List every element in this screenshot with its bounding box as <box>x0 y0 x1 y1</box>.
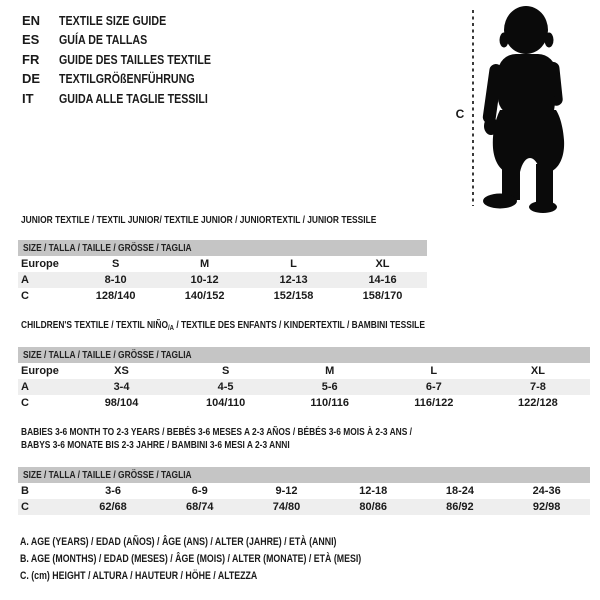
age-cell: 14-16 <box>338 272 427 288</box>
age-cell: 12-18 <box>359 485 388 497</box>
junior-textile-section <box>18 214 427 304</box>
footnote-a: A. AGE (YEARS) / EDAD (AÑOS) / ÂGE (ANS) / ALTER (JAHRE) / ETÀ (ANNI) <box>20 536 337 548</box>
height-cell: 74/80 <box>243 499 330 515</box>
language-code: DE <box>22 71 41 87</box>
height-cell: 86/92 <box>417 499 504 515</box>
childrens-size-table <box>18 363 590 411</box>
age-cell: 24-36 <box>532 485 561 497</box>
silhouette-foot-right <box>529 201 557 213</box>
row-label: C <box>18 499 70 515</box>
height-cell: 98/104 <box>104 397 139 409</box>
silhouette-ear-right <box>545 33 554 48</box>
table-row-age-months <box>18 483 590 499</box>
age-cell: 18-24 <box>445 485 474 497</box>
size-cell: S <box>221 365 230 377</box>
silhouette-shorts <box>493 110 564 172</box>
language-title: TEXTILGRÖßENFÜHRUNG <box>59 71 195 87</box>
babies-size-table <box>18 483 590 515</box>
row-label: C <box>21 397 29 409</box>
size-cell: M <box>325 365 335 377</box>
size-cell: L <box>430 365 438 377</box>
age-cell: 6-7 <box>382 379 486 395</box>
age-cell: 5-6 <box>278 379 382 395</box>
language-code: EN <box>22 13 41 28</box>
silhouette-ear-left <box>500 33 509 48</box>
junior-size-table <box>18 256 427 304</box>
row-label: Europe <box>21 365 59 377</box>
height-cell: 128/140 <box>95 290 136 302</box>
language-code: FR <box>22 51 40 67</box>
height-cell: 158/170 <box>362 290 403 302</box>
babies-table-title: BABIES 3-6 MONTH TO 2-3 YEARS / BEBÉS 3-6 MESES A 2-3 AÑOS / BÉBÉS 3-6 MOIS À 2-3 ANS / BABYS 3-6 MONATE BIS 2-3 JAHRE / BAMBINI 3-6 MESI A 2-3 ANNI <box>21 426 413 451</box>
silhouette-head <box>504 6 548 54</box>
height-cell: 110/116 <box>310 397 349 409</box>
size-cell: XS <box>114 365 129 377</box>
size-cell: S <box>111 258 120 270</box>
height-cell: 104/110 <box>206 397 246 409</box>
language-title: GUIDE DES TAILLES TEXTILE <box>59 51 212 67</box>
table-row-europe <box>18 363 590 379</box>
table-row-europe <box>18 256 427 272</box>
language-row-it <box>22 89 244 108</box>
age-cell: 9-12 <box>275 485 298 497</box>
silhouette-leg-right <box>536 164 553 206</box>
language-row-fr <box>22 50 244 69</box>
language-title: GUIDA ALLE TAGLIE TESSILI <box>59 90 208 106</box>
size-cell: XL <box>375 258 390 270</box>
height-cell: 80/86 <box>330 499 417 515</box>
row-label: A <box>18 379 69 395</box>
silhouette-foot-left <box>483 194 517 209</box>
language-list <box>22 11 244 108</box>
size-cell: XL <box>530 365 545 377</box>
language-code: IT <box>22 90 34 106</box>
language-row-de <box>22 69 244 88</box>
age-cell: 6-9 <box>191 485 208 497</box>
age-cell: 4-5 <box>174 379 278 395</box>
height-cell: 152/158 <box>273 290 314 302</box>
footnote-c: C. (cm) HEIGHT / ALTURA / HAUTEUR / HÖHE / ALTEZZA <box>20 570 258 582</box>
language-row-es <box>22 30 244 49</box>
height-cell: 116/122 <box>414 397 454 409</box>
childrens-table-title: CHILDREN'S TEXTILE / TEXTIL $NIÑO_{/A}$ / TEXTILE DES ENFANTS / KINDERTEXTIL / BAMBINI TESSILE <box>21 319 425 332</box>
baby-silhouette <box>450 0 600 220</box>
table-row-height <box>18 395 590 411</box>
size-header-bar: SIZE / TALLA / TAILLE / GRÖSSE / TAGLIA <box>18 347 590 363</box>
language-code: ES <box>22 32 40 48</box>
height-measure-label: C <box>455 107 465 121</box>
language-row-en <box>22 11 244 30</box>
row-label: A <box>18 272 71 288</box>
height-cell: 140/152 <box>184 290 225 302</box>
age-cell: 8-10 <box>71 272 160 288</box>
height-cell: 62/68 <box>70 499 157 515</box>
language-title: GUÍA DE TALLAS <box>59 32 148 48</box>
age-cell: 3-6 <box>105 485 121 497</box>
table-row-age <box>18 272 427 288</box>
height-cell: 122/128 <box>518 397 558 409</box>
size-cell: M <box>200 258 210 270</box>
age-cell: 10-12 <box>160 272 249 288</box>
language-title: TEXTILE SIZE GUIDE <box>59 13 167 28</box>
age-cell: 3-4 <box>69 379 173 395</box>
table-row-age <box>18 379 590 395</box>
babies-textile-section <box>18 426 590 515</box>
height-cell: 68/74 <box>156 499 243 515</box>
junior-table-title: JUNIOR TEXTILE / TEXTIL JUNIOR/ TEXTILE JUNIOR / JUNIORTEXTIL / JUNIOR TESSILE <box>21 214 377 226</box>
size-header-bar: SIZE / TALLA / TAILLE / GRÖSSE / TAGLIA <box>18 467 590 483</box>
footnote-b: B. AGE (MONTHS) / EDAD (MESES) / ÂGE (MOIS) / ALTER (MONATE) / ETÀ (MESI) <box>20 553 362 565</box>
row-label: B <box>21 485 29 497</box>
row-label: C <box>21 290 29 302</box>
title-subscript: /A <box>167 323 174 332</box>
baby-silhouette-shapes <box>482 6 564 213</box>
size-header-bar: SIZE / TALLA / TAILLE / GRÖSSE / TAGLIA <box>18 240 427 256</box>
height-cell: 92/98 <box>503 499 590 515</box>
childrens-textile-section <box>18 319 590 411</box>
table-row-height <box>18 499 590 515</box>
row-label: Europe <box>21 258 59 270</box>
footnote-legend <box>20 534 447 585</box>
table-row-height <box>18 288 427 304</box>
age-cell: 7-8 <box>486 379 590 395</box>
size-cell: L <box>290 258 297 270</box>
age-cell: 12-13 <box>249 272 338 288</box>
